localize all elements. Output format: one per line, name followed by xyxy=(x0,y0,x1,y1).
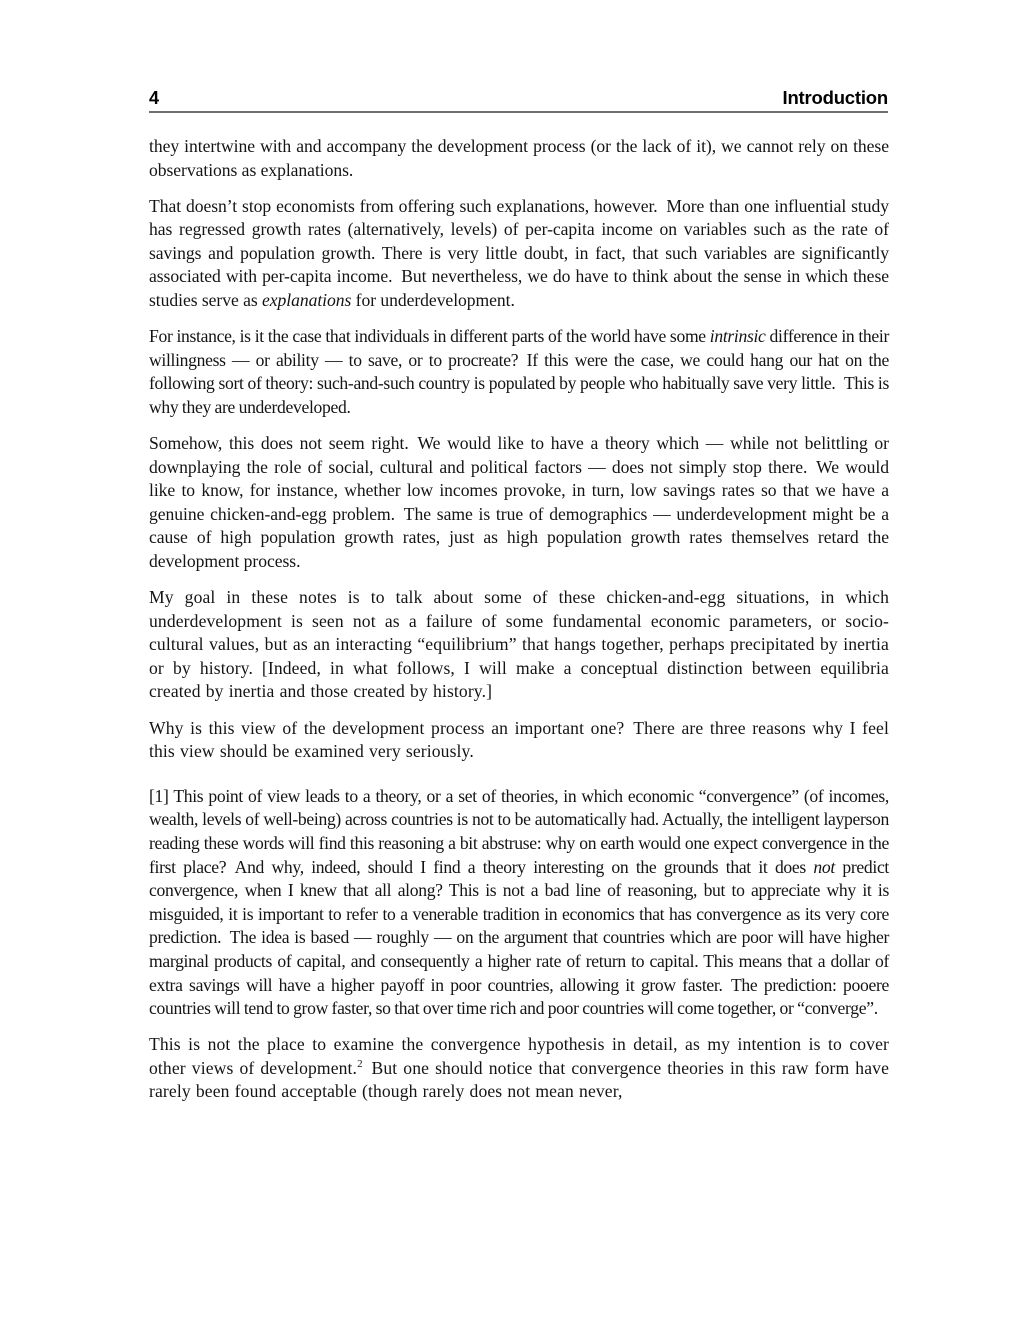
body-text-column xyxy=(149,135,889,1104)
page-number: 4 xyxy=(149,88,159,108)
paragraph-p-point-one: [1] This point of view leads to a theory, or a set of theories, in which economic “convergence” (of incomes, wealth, levels of well-being) across countries is not to be automatically had. Actually, the intelligent layperson reading these words will find this reasoning a bit abstruse: why on earth would one expect convergence in the first place? And why, indeed, should I find a theory interesting on the grounds that it does not predict convergence, when I knew that all along? This is not a bad line of reasoning, but to appreciate why it is misguided, it is important to refer to a venerable tradition in economics that has convergence as its very core prediction. The idea is based — roughly — on the argument that countries which are poor will have higher marginal products of capital, and consequently a higher rate of return to capital. This means that a dollar of extra savings will have a higher payoff in poor countries, allowing it grow faster. The prediction: pooere countries will tend to grow faster, so that over time rich and poor countries will come together, or “converge”. xyxy=(149,785,889,1019)
paragraph-p-somehow: Somehow, this does not seem right. We would like to have a theory which — while not belittling or downplaying the role of social, cultural and political factors — does not simply stop there. We would like to know, for instance, whether low incomes provoke, in turn, low savings rates so that we have a genuine chicken-and-egg problem. The same is true of demographics — underdevelopment might be a cause of high population growth rates, just as high population growth rates themselves retard the development process. xyxy=(149,433,889,571)
running-head xyxy=(149,88,888,113)
paragraph-p-economists: That doesn’t stop economists from offering such explanations, however. More than one influential study has regressed growth rates (alternatively, levels) of per-capita income on variables such as the rate of savings and population growth. There is very little doubt, in fact, that such variables are significantly associated with per-capita income. But nevertheless, we do have to think about the sense in which these studies serve as explanations for underdevelopment. xyxy=(149,195,889,311)
paragraph-p-intertwine: they intertwine with and accompany the development process (or the lack of it), we cannot rely on these observations as explanations. xyxy=(149,136,889,180)
paragraph-p-my-goal: My goal in these notes is to talk about some of these chicken-and-egg situations, in which underdevelopment is seen not as a failure of some fundamental economic parameters, or socio-cultural values, but as an interacting “equilibrium” that hangs together, perhaps precipitated by inertia or by history. [Indeed, in what follows, I will make a conceptual distinction between equilibria created by inertia and those created by history.] xyxy=(149,587,889,702)
paragraph-p-for-instance: For instance, is it the case that individuals in different parts of the world have some intrinsic difference in their willingness — or ability — to save, or to procreate? If this were the case, we could hang our hat on the following sort of theory: such-and-such country is populated by people who habitually save very little. This is why they are underdeveloped. xyxy=(149,326,889,417)
paragraph-p-why-is-this-view: Why is this view of the development process an important one? There are three reasons why I feel this view should be examined very seriously. xyxy=(149,717,889,762)
paragraph-p-not-the-place: This is not the place to examine the convergence hypothesis in detail, as my intention is to cover other views of development.$^2$ But one should notice that convergence theories in this raw form have rarely been found acceptable (though rarely does not mean never, xyxy=(149,1034,889,1102)
chapter-title: Introduction xyxy=(782,87,888,108)
